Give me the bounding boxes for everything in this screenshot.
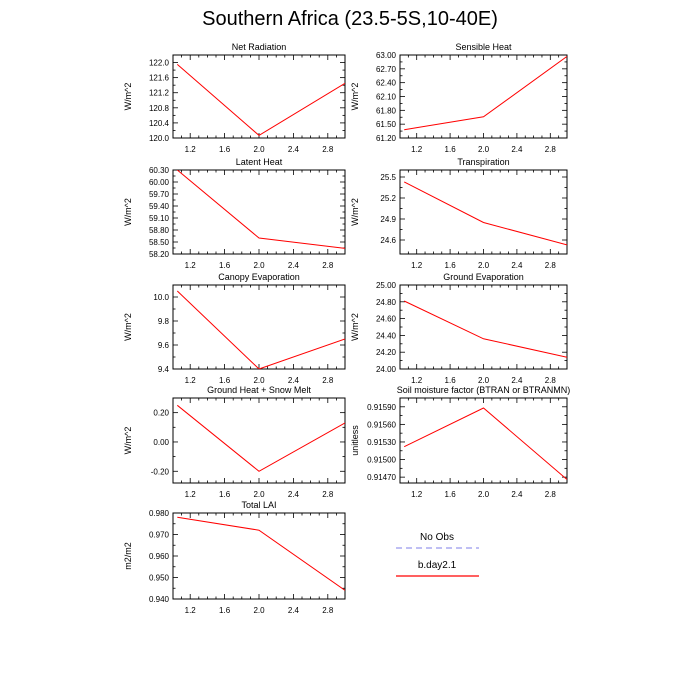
x-tick-label: 2.4	[511, 490, 523, 499]
panel-title: Transpiration	[457, 157, 510, 167]
y-tick-label: 121.6	[148, 73, 169, 83]
x-tick-label: 1.2	[184, 606, 196, 615]
y-tick-label: 60.00	[148, 178, 169, 187]
panel-title: Ground Evaporation	[443, 272, 524, 282]
plot-frame	[173, 55, 345, 138]
figure-title: Southern Africa (23.5-5S,10-40E)	[202, 8, 498, 30]
y-axis-label: W/m^2	[123, 426, 133, 455]
legend	[396, 532, 479, 576]
y-tick-label: 60.30	[148, 166, 169, 175]
plot-frame	[173, 170, 345, 254]
chart-panel	[350, 42, 567, 154]
x-tick-label: 2.0	[253, 376, 265, 385]
series-line-b-day2-1	[404, 408, 567, 480]
y-tick-label: 24.00	[375, 365, 396, 374]
panel-title: Total LAI	[241, 500, 277, 510]
x-tick-label: 2.0	[253, 490, 265, 499]
x-tick-label: 1.6	[444, 490, 456, 499]
y-axis-label: W/m^2	[350, 82, 360, 111]
y-tick-label: 9.8	[157, 317, 169, 326]
chart-panel	[123, 272, 345, 385]
chart-panel	[123, 385, 345, 499]
x-tick-label: 2.0	[253, 606, 265, 615]
y-axis-label: m2/m2	[123, 542, 133, 570]
y-tick-label: 0.00	[153, 437, 169, 447]
y-tick-label: 24.40	[375, 331, 396, 341]
x-tick-label: 2.8	[322, 145, 334, 154]
x-tick-label: 2.8	[322, 490, 334, 499]
y-tick-label: 0.91500	[367, 455, 396, 465]
x-tick-label: 1.6	[444, 145, 456, 154]
y-axis-label: W/m^2	[123, 82, 133, 111]
y-tick-label: 61.80	[375, 106, 396, 116]
y-tick-label: 120.0	[148, 134, 169, 143]
series-line-b-day2-1	[177, 517, 345, 590]
y-tick-label: 0.960	[148, 552, 169, 561]
x-tick-label: 1.6	[219, 145, 231, 154]
y-tick-label: 120.8	[148, 103, 169, 113]
x-tick-label: 2.8	[544, 376, 556, 385]
panel-title: Canopy Evaporation	[218, 272, 300, 282]
chart-panel	[350, 272, 567, 385]
y-tick-label: 0.970	[148, 530, 169, 540]
panel-title: Ground Heat + Snow Melt	[207, 385, 311, 395]
plot-frame	[173, 285, 345, 369]
plot-frame	[173, 513, 345, 599]
y-tick-label: 0.980	[148, 509, 169, 518]
y-tick-label: 0.20	[153, 408, 169, 418]
chart-panel	[123, 500, 345, 615]
y-axis-label: W/m^2	[350, 313, 360, 341]
x-tick-label: 2.4	[511, 145, 523, 154]
y-tick-label: 0.91530	[367, 437, 396, 447]
y-tick-label: 63.00	[375, 51, 396, 60]
panel-title: Soil moisture factor (BTRAN or BTRANMN)	[396, 385, 571, 395]
x-tick-label: 1.6	[219, 261, 231, 270]
x-tick-label: 2.8	[322, 261, 334, 270]
x-tick-label: 2.0	[253, 261, 265, 270]
y-tick-label: 0.91560	[367, 420, 396, 430]
x-tick-label: 1.2	[184, 145, 196, 154]
y-tick-label: 59.10	[148, 214, 169, 223]
y-tick-label: 58.50	[148, 238, 169, 247]
legend-label: No Obs	[420, 532, 454, 543]
x-tick-label: 1.6	[444, 376, 456, 385]
x-tick-label: 1.2	[184, 376, 196, 385]
x-tick-label: 1.2	[411, 261, 423, 270]
chart-panel	[123, 157, 345, 270]
series-line-b-day2-1	[404, 301, 567, 357]
y-tick-label: 24.60	[375, 314, 396, 324]
y-axis-label: unitless	[350, 425, 360, 456]
y-tick-label: 120.4	[148, 118, 169, 128]
x-tick-label: 1.2	[411, 376, 423, 385]
chart-panel	[123, 42, 345, 154]
y-tick-label: 0.950	[148, 573, 169, 583]
x-tick-label: 1.6	[219, 376, 231, 385]
plot-frame	[400, 55, 567, 138]
y-tick-label: 10.0	[153, 293, 169, 302]
series-line-b-day2-1	[404, 182, 567, 245]
y-tick-label: 25.00	[375, 281, 396, 290]
y-tick-label: 61.20	[375, 134, 396, 143]
plot-frame	[400, 285, 567, 369]
y-axis-label: W/m^2	[123, 198, 133, 226]
x-tick-label: 2.4	[511, 261, 523, 270]
x-tick-label: 2.8	[544, 145, 556, 154]
x-tick-label: 2.4	[287, 490, 299, 499]
y-axis-label: W/m^2	[123, 313, 133, 341]
y-tick-label: 24.20	[375, 348, 396, 358]
y-axis-label: W/m^2	[350, 198, 360, 226]
x-tick-label: 1.6	[219, 606, 231, 615]
y-tick-label: 62.10	[375, 92, 396, 102]
y-tick-label: 25.5	[380, 173, 396, 182]
y-tick-label: 24.80	[375, 297, 396, 307]
y-tick-label: 62.40	[375, 78, 396, 88]
x-tick-label: 1.2	[184, 490, 196, 499]
y-tick-label: -0.20	[150, 467, 169, 477]
panel-title: Latent Heat	[235, 157, 283, 167]
legend-label: b.day2.1	[417, 560, 457, 571]
series-line-b-day2-1	[177, 64, 345, 135]
series-line-b-day2-1	[177, 291, 345, 369]
series-line-b-day2-1	[177, 170, 345, 248]
x-tick-label: 1.6	[219, 490, 231, 499]
chart-panel	[350, 157, 567, 270]
y-tick-label: 59.70	[148, 190, 169, 199]
y-tick-label: 24.6	[380, 236, 396, 245]
y-tick-label: 9.4	[157, 365, 169, 374]
x-tick-label: 2.4	[287, 145, 299, 154]
y-tick-label: 58.80	[148, 226, 169, 235]
plot-frame	[400, 398, 567, 483]
x-tick-label: 2.4	[511, 376, 523, 385]
x-tick-label: 1.2	[411, 490, 423, 499]
y-tick-label: 24.9	[380, 215, 396, 224]
plot-frame	[173, 398, 345, 483]
y-tick-label: 59.40	[148, 202, 169, 211]
y-tick-label: 121.2	[148, 88, 169, 98]
y-tick-label: 58.20	[148, 250, 169, 259]
x-tick-label: 1.6	[444, 261, 456, 270]
y-tick-label: 0.940	[148, 595, 169, 604]
x-tick-label: 2.0	[477, 145, 490, 154]
x-tick-label: 2.8	[322, 376, 334, 385]
y-tick-label: 61.50	[375, 120, 396, 130]
x-tick-label: 1.2	[411, 145, 423, 154]
chart-panel	[350, 385, 570, 499]
y-tick-label: 122.0	[148, 58, 169, 68]
panel-title: Net Radiation	[231, 42, 287, 52]
x-tick-label: 2.8	[322, 606, 334, 615]
y-tick-label: 62.70	[375, 64, 396, 74]
x-tick-label: 1.2	[184, 261, 196, 270]
series-line-b-day2-1	[404, 56, 567, 129]
plot-frame	[400, 170, 567, 254]
y-tick-label: 9.6	[157, 341, 169, 350]
x-tick-label: 2.8	[544, 490, 556, 499]
x-tick-label: 2.4	[287, 606, 299, 615]
x-tick-label: 2.0	[477, 261, 490, 270]
y-tick-label: 0.91470	[367, 473, 396, 483]
y-tick-label: 0.91590	[367, 402, 396, 412]
x-tick-label: 2.0	[477, 376, 490, 385]
x-tick-label: 2.0	[477, 490, 490, 499]
x-tick-label: 2.0	[253, 145, 265, 154]
x-tick-label: 2.4	[287, 261, 299, 270]
y-tick-label: 25.2	[380, 194, 396, 203]
panel-title: Sensible Heat	[455, 42, 512, 52]
x-tick-label: 2.4	[287, 376, 299, 385]
series-line-b-day2-1	[177, 405, 345, 471]
x-tick-label: 2.8	[544, 261, 556, 270]
